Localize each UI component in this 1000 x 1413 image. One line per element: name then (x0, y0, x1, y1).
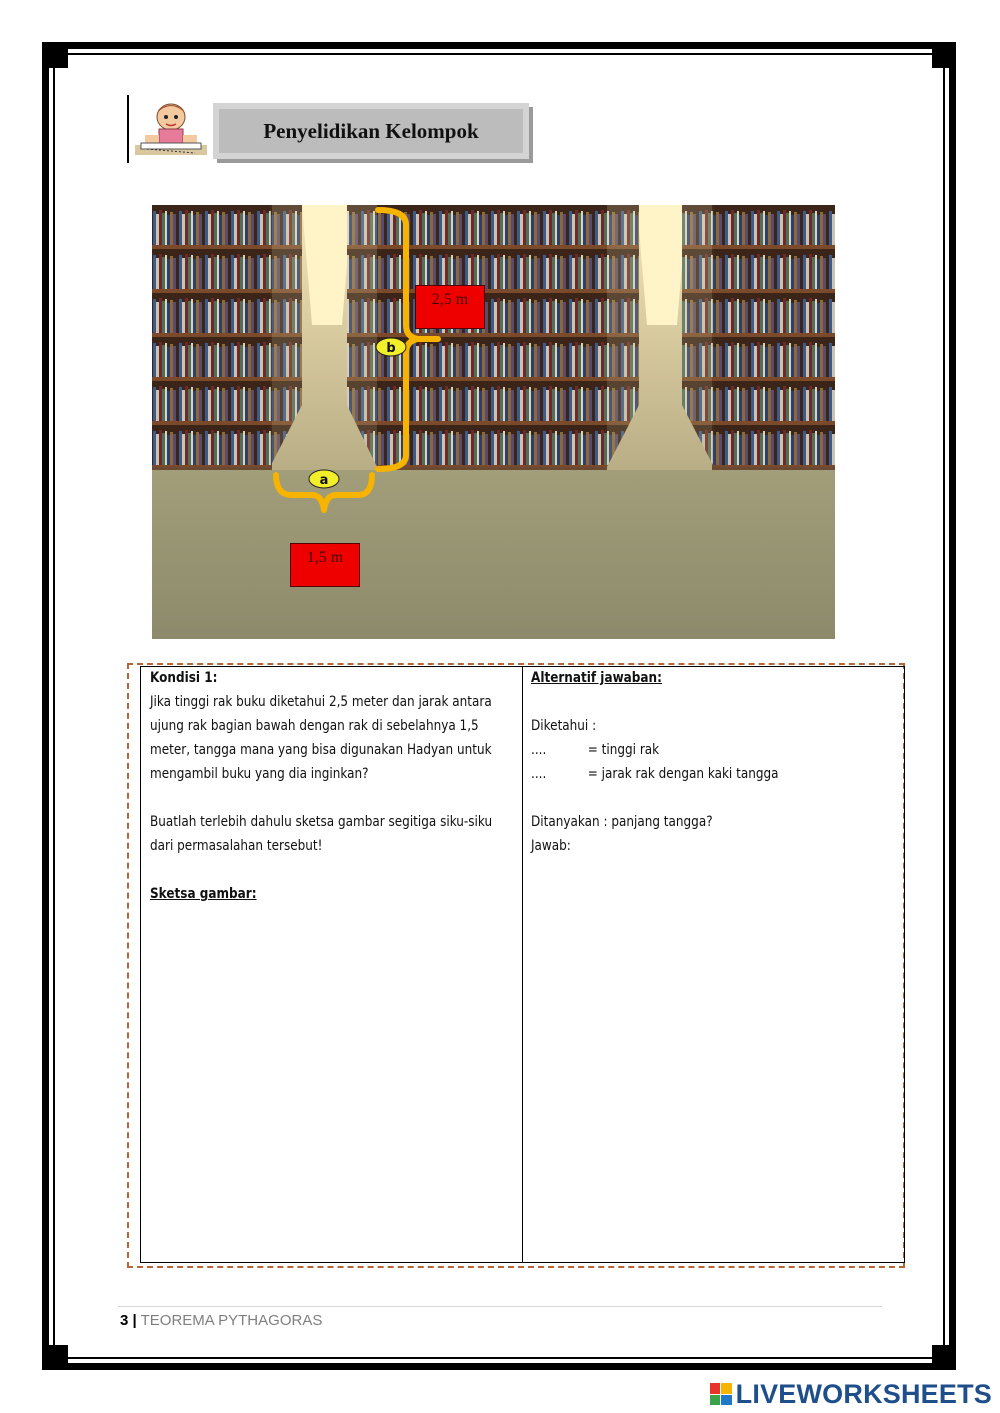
height-label: 2,5 m (415, 285, 485, 329)
known-label: Diketahui : (531, 718, 597, 734)
frame-corner-bottom-right (932, 1345, 954, 1367)
known-row-2 (531, 762, 892, 786)
table-column-divider (522, 666, 523, 1263)
question-line-2: ujung rak bagian bawah dengan rak di sebelahnya 1,5 (150, 718, 479, 734)
width-label: 1,5 m (290, 543, 360, 587)
sketch-label: Sketsa gambar: (150, 886, 257, 902)
page-number: 3 | (120, 1312, 137, 1329)
answer-label: Jawab: (531, 838, 571, 854)
footer-rule (118, 1306, 882, 1307)
footer-title: TEOREMA PYTHAGORAS (140, 1312, 323, 1329)
page-footer (120, 1312, 322, 1329)
frame-corner-bottom-left (46, 1345, 68, 1367)
question-line-3: meter, tangga mana yang bisa digunakan Hadyan untuk (150, 742, 492, 758)
known-row-1 (531, 738, 892, 762)
brace-b-letter: b (386, 341, 396, 356)
instruction-line-2: dari permasalahan tersebut! (150, 838, 323, 854)
library-aisle-figure (152, 205, 835, 639)
question-line-1: Jika tinggi rak buku diketahui 2,5 meter dan jarak antara (150, 694, 492, 710)
page-title: Penyelidikan Kelompok (263, 118, 479, 143)
known-2-text: = jarak rak dengan kaki tangga (587, 766, 779, 782)
instruction-line-1: Buatlah terlebih dahulu sketsa gambar segitiga siku-siku (150, 814, 493, 830)
brace-a-letter: a (319, 473, 329, 488)
known-1-text: = tinggi rak (587, 742, 660, 758)
brand-name: LIVEWORKSHEETS (735, 1378, 992, 1409)
asked-line: Ditanyakan : panjang tangga? (531, 814, 713, 830)
header-rule (127, 95, 129, 163)
condition-heading: Kondisi 1: (150, 670, 218, 686)
answer-heading: Alternatif jawaban: (531, 670, 662, 686)
liveworksheets-brand (710, 1378, 992, 1410)
frame-corner-top-right (932, 46, 954, 68)
known-1-blank[interactable]: .... (531, 742, 547, 758)
liveworksheets-logo-icon (710, 1383, 732, 1405)
student-mascot-icon (133, 99, 209, 159)
known-2-blank[interactable]: .... (531, 766, 547, 782)
answer-cell (531, 666, 892, 858)
section-header (127, 95, 537, 163)
question-line-4: mengambil buku yang dia inginkan? (150, 766, 369, 782)
question-cell (150, 666, 511, 906)
title-banner (213, 103, 529, 159)
frame-corner-top-left (46, 46, 68, 68)
